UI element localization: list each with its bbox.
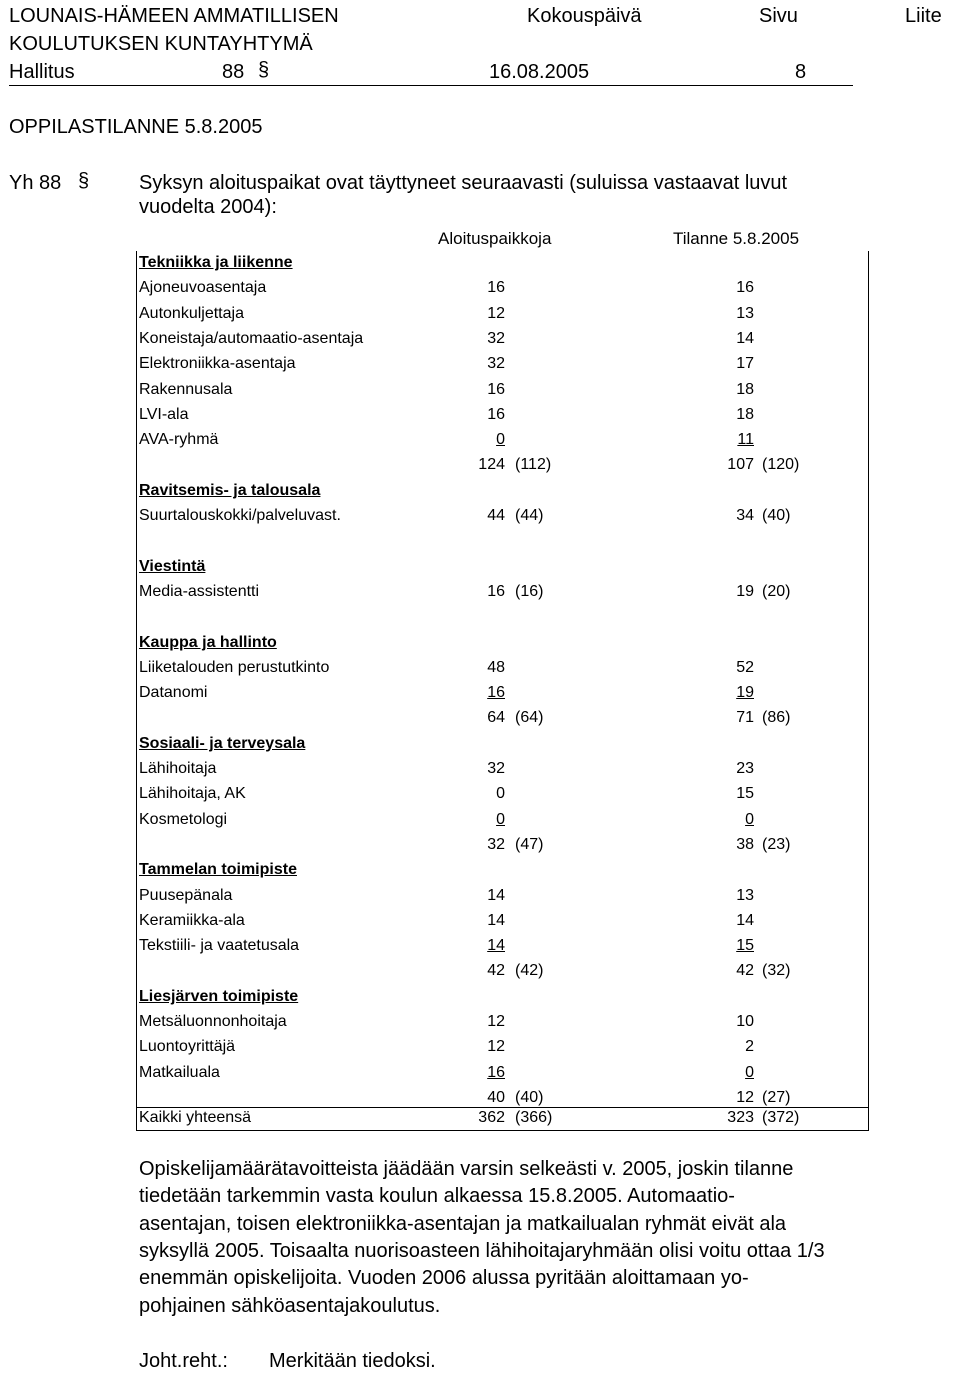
value-aloituspaikat: 0 xyxy=(496,811,505,828)
section-sign-icon: § xyxy=(258,59,270,81)
value-aloituspaikat: 64 xyxy=(487,709,505,726)
paragraph-line: tiedetään tarkemmin vasta koulun alkaessa 15.8.2005. Automaatio- xyxy=(139,1185,735,1208)
row-label: Suurtalouskokki/palveluvast. xyxy=(139,507,341,524)
value-aloituspaikat: 0 xyxy=(496,785,505,802)
value-tilanne-2004: (86) xyxy=(762,709,791,726)
paragraph-line: syksyllä 2005. Toisaalta nuorisoasteen lähihoitajaryhmään olisi voitu ottaa 1/3 xyxy=(139,1239,825,1262)
org-name-line2: KOULUTUKSEN KUNTAYHTYMÄ xyxy=(9,33,313,55)
paragraph-line: pohjainen sähköasentajakoulutus. xyxy=(139,1294,441,1317)
grand-total-rule xyxy=(136,1107,868,1108)
row-label: Rakennusala xyxy=(139,381,233,398)
row-label: Kosmetologi xyxy=(139,811,228,828)
row-label: Ajoneuvoasentaja xyxy=(139,279,267,296)
column-header-aloituspaikkoja: Aloituspaikkoja xyxy=(438,229,552,248)
value-aloituspaikat: 16 xyxy=(487,1064,505,1081)
section-heading: Sosiaali- ja terveysala xyxy=(139,735,306,752)
value-tilanne: 2 xyxy=(745,1038,754,1055)
value-aloituspaikat: 16 xyxy=(487,381,505,398)
value-tilanne: 38 xyxy=(736,836,754,853)
row-label: AVA-ryhmä xyxy=(139,431,219,448)
section-heading: Ravitsemis- ja talousala xyxy=(139,482,321,499)
value-aloituspaikat: 16 xyxy=(487,684,505,701)
grand-total-aloituspaikat-2004: (366) xyxy=(515,1109,553,1126)
row-label: Lähihoitaja, AK xyxy=(139,785,246,802)
value-tilanne: 13 xyxy=(736,305,754,322)
row-label: Matkailuala xyxy=(139,1064,220,1081)
value-tilanne-2004: (23) xyxy=(762,836,791,853)
value-tilanne: 52 xyxy=(736,659,754,676)
value-tilanne: 42 xyxy=(736,962,754,979)
value-aloituspaikat: 44 xyxy=(487,507,505,524)
grand-total-tilanne-2004: (372) xyxy=(762,1109,800,1126)
value-aloituspaikat: 16 xyxy=(487,279,505,296)
value-tilanne: 11 xyxy=(737,431,754,448)
value-tilanne: 17 xyxy=(736,355,754,372)
value-tilanne: 16 xyxy=(736,279,754,296)
value-aloituspaikat-2004: (112) xyxy=(515,456,552,473)
value-tilanne: 14 xyxy=(736,330,754,347)
item-number: Yh 88 xyxy=(9,172,62,194)
value-tilanne: 34 xyxy=(736,507,754,524)
section-heading: Kauppa ja hallinto xyxy=(139,634,277,651)
value-tilanne-2004: (120) xyxy=(762,456,800,473)
row-label: Puusepänala xyxy=(139,887,233,904)
row-label: Koneistaja/automaatio-asentaja xyxy=(139,330,364,347)
value-aloituspaikat: 16 xyxy=(487,583,505,600)
value-aloituspaikat: 124 xyxy=(478,456,505,473)
value-tilanne-2004: (32) xyxy=(762,962,791,979)
row-label: Metsäluonnonhoitaja xyxy=(139,1013,287,1030)
grand-total-label: Kaikki yhteensä xyxy=(139,1109,252,1126)
decision-text: Merkitään tiedoksi. xyxy=(269,1350,436,1372)
value-aloituspaikat-2004: (16) xyxy=(515,583,544,600)
value-aloituspaikat-2004: (47) xyxy=(515,836,544,853)
paragraph-line: Opiskelijamäärätavoitteista jäädään varsin selkeästi v. 2005, joskin tilanne xyxy=(139,1158,794,1180)
section-heading: Viestintä xyxy=(139,558,206,575)
value-aloituspaikat: 14 xyxy=(487,937,505,954)
intro-line-1: Syksyn aloituspaikat ovat täyttyneet seuraavasti (suluissa vastaavat luvut xyxy=(139,172,788,194)
row-label: Datanomi xyxy=(139,684,208,701)
board-name: Hallitus xyxy=(9,61,75,83)
row-label: Elektroniikka-asentaja xyxy=(139,355,296,372)
value-tilanne-2004: (27) xyxy=(762,1089,791,1106)
row-label: Tekstiili- ja vaatetusala xyxy=(139,937,300,954)
value-tilanne: 14 xyxy=(736,912,754,929)
row-label: LVI-ala xyxy=(139,406,189,423)
value-tilanne-2004: (40) xyxy=(762,507,791,524)
value-tilanne: 0 xyxy=(745,811,754,828)
header-rule xyxy=(9,85,853,86)
value-tilanne: 18 xyxy=(736,381,754,398)
value-aloituspaikat: 12 xyxy=(487,1038,505,1055)
value-aloituspaikat: 16 xyxy=(487,406,505,423)
value-aloituspaikat: 32 xyxy=(487,330,505,347)
value-tilanne: 0 xyxy=(745,1064,754,1081)
section-heading: Tekniikka ja liikenne xyxy=(139,254,293,271)
grand-total-aloituspaikat: 362 xyxy=(478,1109,505,1126)
attachment-label: Liite xyxy=(905,5,942,27)
value-aloituspaikat: 12 xyxy=(487,305,505,322)
document-title: OPPILASTILANNE 5.8.2005 xyxy=(9,116,263,138)
value-aloituspaikat-2004: (64) xyxy=(515,709,544,726)
value-aloituspaikat: 32 xyxy=(487,355,505,372)
meeting-date-label: Kokouspäivä xyxy=(527,5,642,27)
value-tilanne: 23 xyxy=(736,760,754,777)
intro-line-2: vuodelta 2004): xyxy=(139,196,277,218)
grand-total-tilanne: 323 xyxy=(727,1109,754,1126)
section-heading: Liesjärven toimipiste xyxy=(139,988,299,1005)
row-label: Liiketalouden perustutkinto xyxy=(139,659,330,676)
paragraph-line: enemmän opiskelijoita. Vuoden 2006 alussa pyritään aloittamaan yo- xyxy=(139,1267,749,1290)
value-tilanne-2004: (20) xyxy=(762,583,791,600)
decision-label: Joht.reht.: xyxy=(139,1350,228,1372)
column-header-tilanne: Tilanne 5.8.2005 xyxy=(673,229,800,248)
section-sign-icon: § xyxy=(78,170,90,192)
value-aloituspaikat-2004: (44) xyxy=(515,507,544,524)
value-tilanne: 12 xyxy=(736,1089,754,1106)
value-tilanne: 71 xyxy=(736,709,754,726)
row-label: Lähihoitaja xyxy=(139,760,217,777)
paragraph-line: asentajan, toisen elektroniikka-asentajan ja matkailualan ryhmät eivät ala xyxy=(139,1212,787,1235)
page-label: Sivu xyxy=(759,5,798,27)
value-tilanne: 13 xyxy=(736,887,754,904)
value-tilanne: 10 xyxy=(736,1013,754,1030)
section-number: 88 xyxy=(222,61,245,83)
value-tilanne: 18 xyxy=(736,406,754,423)
value-aloituspaikat: 32 xyxy=(487,760,505,777)
value-aloituspaikat: 12 xyxy=(487,1013,505,1030)
page-number: 8 xyxy=(795,61,807,83)
value-aloituspaikat: 0 xyxy=(496,431,505,448)
row-label: Media-assistentti xyxy=(139,583,260,600)
value-tilanne: 107 xyxy=(727,456,754,473)
value-aloituspaikat: 14 xyxy=(487,912,505,929)
value-tilanne: 19 xyxy=(736,684,754,701)
row-label: Luontoyrittäjä xyxy=(139,1038,236,1055)
value-tilanne: 19 xyxy=(736,583,754,600)
value-aloituspaikat: 32 xyxy=(487,836,505,853)
value-aloituspaikat: 14 xyxy=(487,887,505,904)
org-name-line1: LOUNAIS-HÄMEEN AMMATILLISEN xyxy=(9,5,339,27)
value-aloituspaikat-2004: (42) xyxy=(515,962,544,979)
value-aloituspaikat: 48 xyxy=(487,659,505,676)
value-aloituspaikat: 42 xyxy=(487,962,505,979)
meeting-date: 16.08.2005 xyxy=(489,61,590,83)
value-aloituspaikat-2004: (40) xyxy=(515,1089,544,1106)
value-aloituspaikat: 40 xyxy=(487,1089,505,1106)
section-heading: Tammelan toimipiste xyxy=(139,861,297,878)
row-label: Autonkuljettaja xyxy=(139,305,244,322)
value-tilanne: 15 xyxy=(736,937,754,954)
row-label: Keramiikka-ala xyxy=(139,912,245,929)
value-tilanne: 15 xyxy=(736,785,754,802)
